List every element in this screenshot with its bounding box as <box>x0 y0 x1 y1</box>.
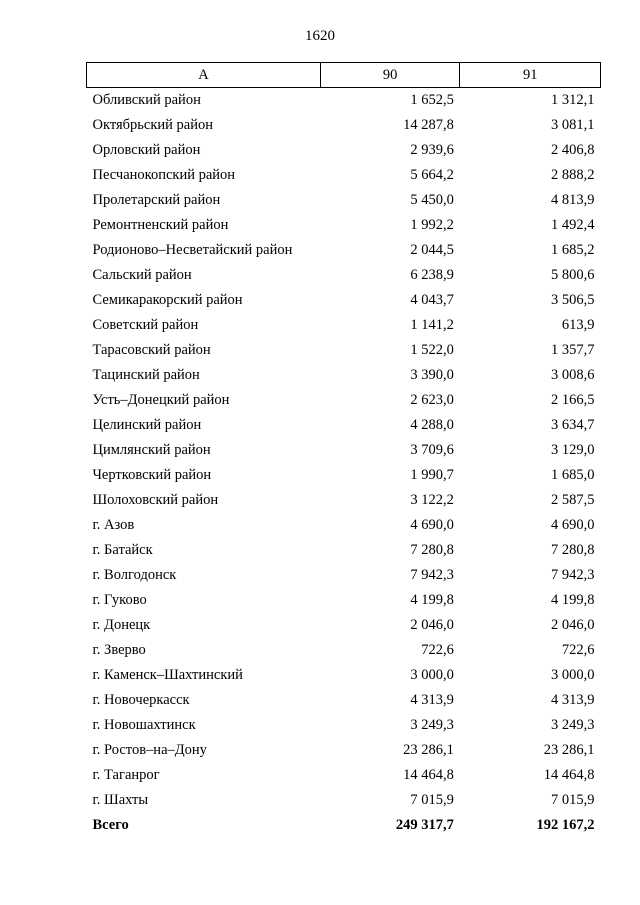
value-91: 3 129,0 <box>551 442 595 458</box>
value-90: 4 690,0 <box>410 517 454 533</box>
row-label: Родионово–Несветайский район <box>92 242 293 258</box>
value-90: 1 522,0 <box>410 342 454 358</box>
table-row <box>87 338 601 363</box>
row-label: Тацинский район <box>92 367 200 383</box>
value-91: 1 685,2 <box>551 242 595 258</box>
value-91: 5 800,6 <box>551 267 595 283</box>
table-row <box>87 438 601 463</box>
value-91: 2 046,0 <box>551 617 595 633</box>
value-90: 4 043,7 <box>410 292 454 308</box>
row-label: Советский район <box>92 317 199 333</box>
value-90: 4 313,9 <box>410 692 454 708</box>
table-row <box>87 488 601 513</box>
value-91: 4 199,8 <box>551 592 595 608</box>
value-91: 14 464,8 <box>543 767 595 783</box>
value-90: 3 709,6 <box>410 442 454 458</box>
value-91: 23 286,1 <box>543 742 595 758</box>
row-label: Октябрьский район <box>92 117 213 133</box>
row-label: Целинский район <box>92 417 202 433</box>
table-row <box>87 738 601 763</box>
value-91: 2 406,8 <box>551 142 595 158</box>
value-90: 3 000,0 <box>410 667 454 683</box>
row-label: г. Таганрог <box>92 767 160 783</box>
row-label: Всего <box>92 817 129 833</box>
column-header-name: А <box>87 63 321 88</box>
value-90: 14 464,8 <box>403 767 454 783</box>
table-row <box>87 313 601 338</box>
table-row <box>87 113 601 138</box>
value-90: 7 280,8 <box>410 542 454 558</box>
row-label: Ремонтненский район <box>92 217 229 233</box>
value-90: 1 990,7 <box>410 467 454 483</box>
header-row <box>87 63 601 88</box>
value-90: 6 238,9 <box>410 267 454 283</box>
table-row <box>87 138 601 163</box>
value-91: 613,9 <box>561 317 595 333</box>
table-row <box>87 163 601 188</box>
value-90: 2 044,5 <box>410 242 454 258</box>
row-label: г. Новочеркасск <box>92 692 190 708</box>
row-label: Чертковский район <box>92 467 212 483</box>
value-90: 7 015,9 <box>410 792 454 808</box>
value-91: 3 634,7 <box>551 417 595 433</box>
value-91: 192 167,2 <box>536 817 595 833</box>
value-91: 1 357,7 <box>551 342 595 358</box>
value-91: 7 942,3 <box>551 567 595 583</box>
value-90: 23 286,1 <box>403 742 454 758</box>
table-row <box>87 388 601 413</box>
value-91: 7 015,9 <box>551 792 595 808</box>
value-90: 1 992,2 <box>410 217 454 233</box>
column-header-91: 91 <box>460 63 601 88</box>
table-row <box>87 213 601 238</box>
value-91: 2 166,5 <box>551 392 595 408</box>
total-row <box>87 813 601 838</box>
value-90: 2 046,0 <box>410 617 454 633</box>
value-91: 2 587,5 <box>551 492 595 508</box>
value-91: 4 313,9 <box>551 692 595 708</box>
row-label: г. Шахты <box>92 792 149 808</box>
row-label: г. Донецк <box>92 617 151 633</box>
row-label: г. Зверво <box>92 642 146 658</box>
value-91: 3 506,5 <box>551 292 595 308</box>
value-90: 1 652,5 <box>410 92 454 108</box>
column-header-90: 90 <box>320 63 460 88</box>
value-91: 722,6 <box>561 642 595 658</box>
row-label: Пролетарский район <box>92 192 221 208</box>
value-91: 1 312,1 <box>551 92 595 108</box>
row-label: г. Каменск–Шахтинский <box>92 667 243 683</box>
value-91: 7 280,8 <box>551 542 595 558</box>
value-91: 1 492,4 <box>551 217 595 233</box>
value-90: 3 390,0 <box>410 367 454 383</box>
value-91: 3 249,3 <box>551 717 595 733</box>
value-90: 4 288,0 <box>410 417 454 433</box>
table-row <box>87 538 601 563</box>
data-table <box>86 62 601 838</box>
row-label: Усть–Донецкий район <box>92 392 230 408</box>
row-label: г. Азов <box>92 517 135 533</box>
row-label: Орловский район <box>92 142 201 158</box>
value-90: 722,6 <box>421 642 454 658</box>
table-row <box>87 88 601 114</box>
table-row <box>87 463 601 488</box>
value-90: 2 939,6 <box>410 142 454 158</box>
table-row <box>87 713 601 738</box>
row-label: Семикаракорский район <box>92 292 243 308</box>
row-label: Сальский район <box>92 267 192 283</box>
row-label: г. Ростов–на–Дону <box>92 742 207 758</box>
table-row <box>87 363 601 388</box>
table-row <box>87 188 601 213</box>
row-label: г. Гуково <box>92 592 147 608</box>
table-row <box>87 288 601 313</box>
value-91: 4 813,9 <box>551 192 595 208</box>
value-90: 4 199,8 <box>410 592 454 608</box>
value-90: 249 317,7 <box>395 817 454 833</box>
value-90: 1 141,2 <box>410 317 454 333</box>
table-row <box>87 263 601 288</box>
value-91: 1 685,0 <box>551 467 595 483</box>
value-90: 3 249,3 <box>410 717 454 733</box>
value-90: 7 942,3 <box>410 567 454 583</box>
value-90: 2 623,0 <box>410 392 454 408</box>
row-label: Обливский район <box>92 92 201 108</box>
value-91: 3 008,6 <box>551 367 595 383</box>
row-label: Песчанокопский район <box>92 167 236 183</box>
value-91: 3 081,1 <box>551 117 595 133</box>
row-label: Шолоховский район <box>92 492 219 508</box>
table-row <box>87 563 601 588</box>
table-row <box>87 763 601 788</box>
table-row <box>87 788 601 813</box>
value-90: 5 450,0 <box>410 192 454 208</box>
row-label: Тарасовский район <box>92 342 211 358</box>
table-row <box>87 513 601 538</box>
table-row <box>87 238 601 263</box>
table-row <box>87 613 601 638</box>
table-body <box>87 88 601 839</box>
table-row <box>87 688 601 713</box>
table-row <box>87 663 601 688</box>
value-90: 3 122,2 <box>410 492 454 508</box>
value-90: 14 287,8 <box>403 117 454 133</box>
row-label: г. Батайск <box>92 542 153 558</box>
value-91: 2 888,2 <box>551 167 595 183</box>
value-91: 3 000,0 <box>551 667 595 683</box>
page-number: 1620 <box>305 28 335 44</box>
value-91: 4 690,0 <box>551 517 595 533</box>
row-label: г. Волгодонск <box>92 567 177 583</box>
table-row <box>87 588 601 613</box>
table-row <box>87 413 601 438</box>
value-90: 5 664,2 <box>410 167 454 183</box>
row-label: Цимлянский район <box>92 442 211 458</box>
table-row <box>87 638 601 663</box>
row-label: г. Новошахтинск <box>92 717 196 733</box>
